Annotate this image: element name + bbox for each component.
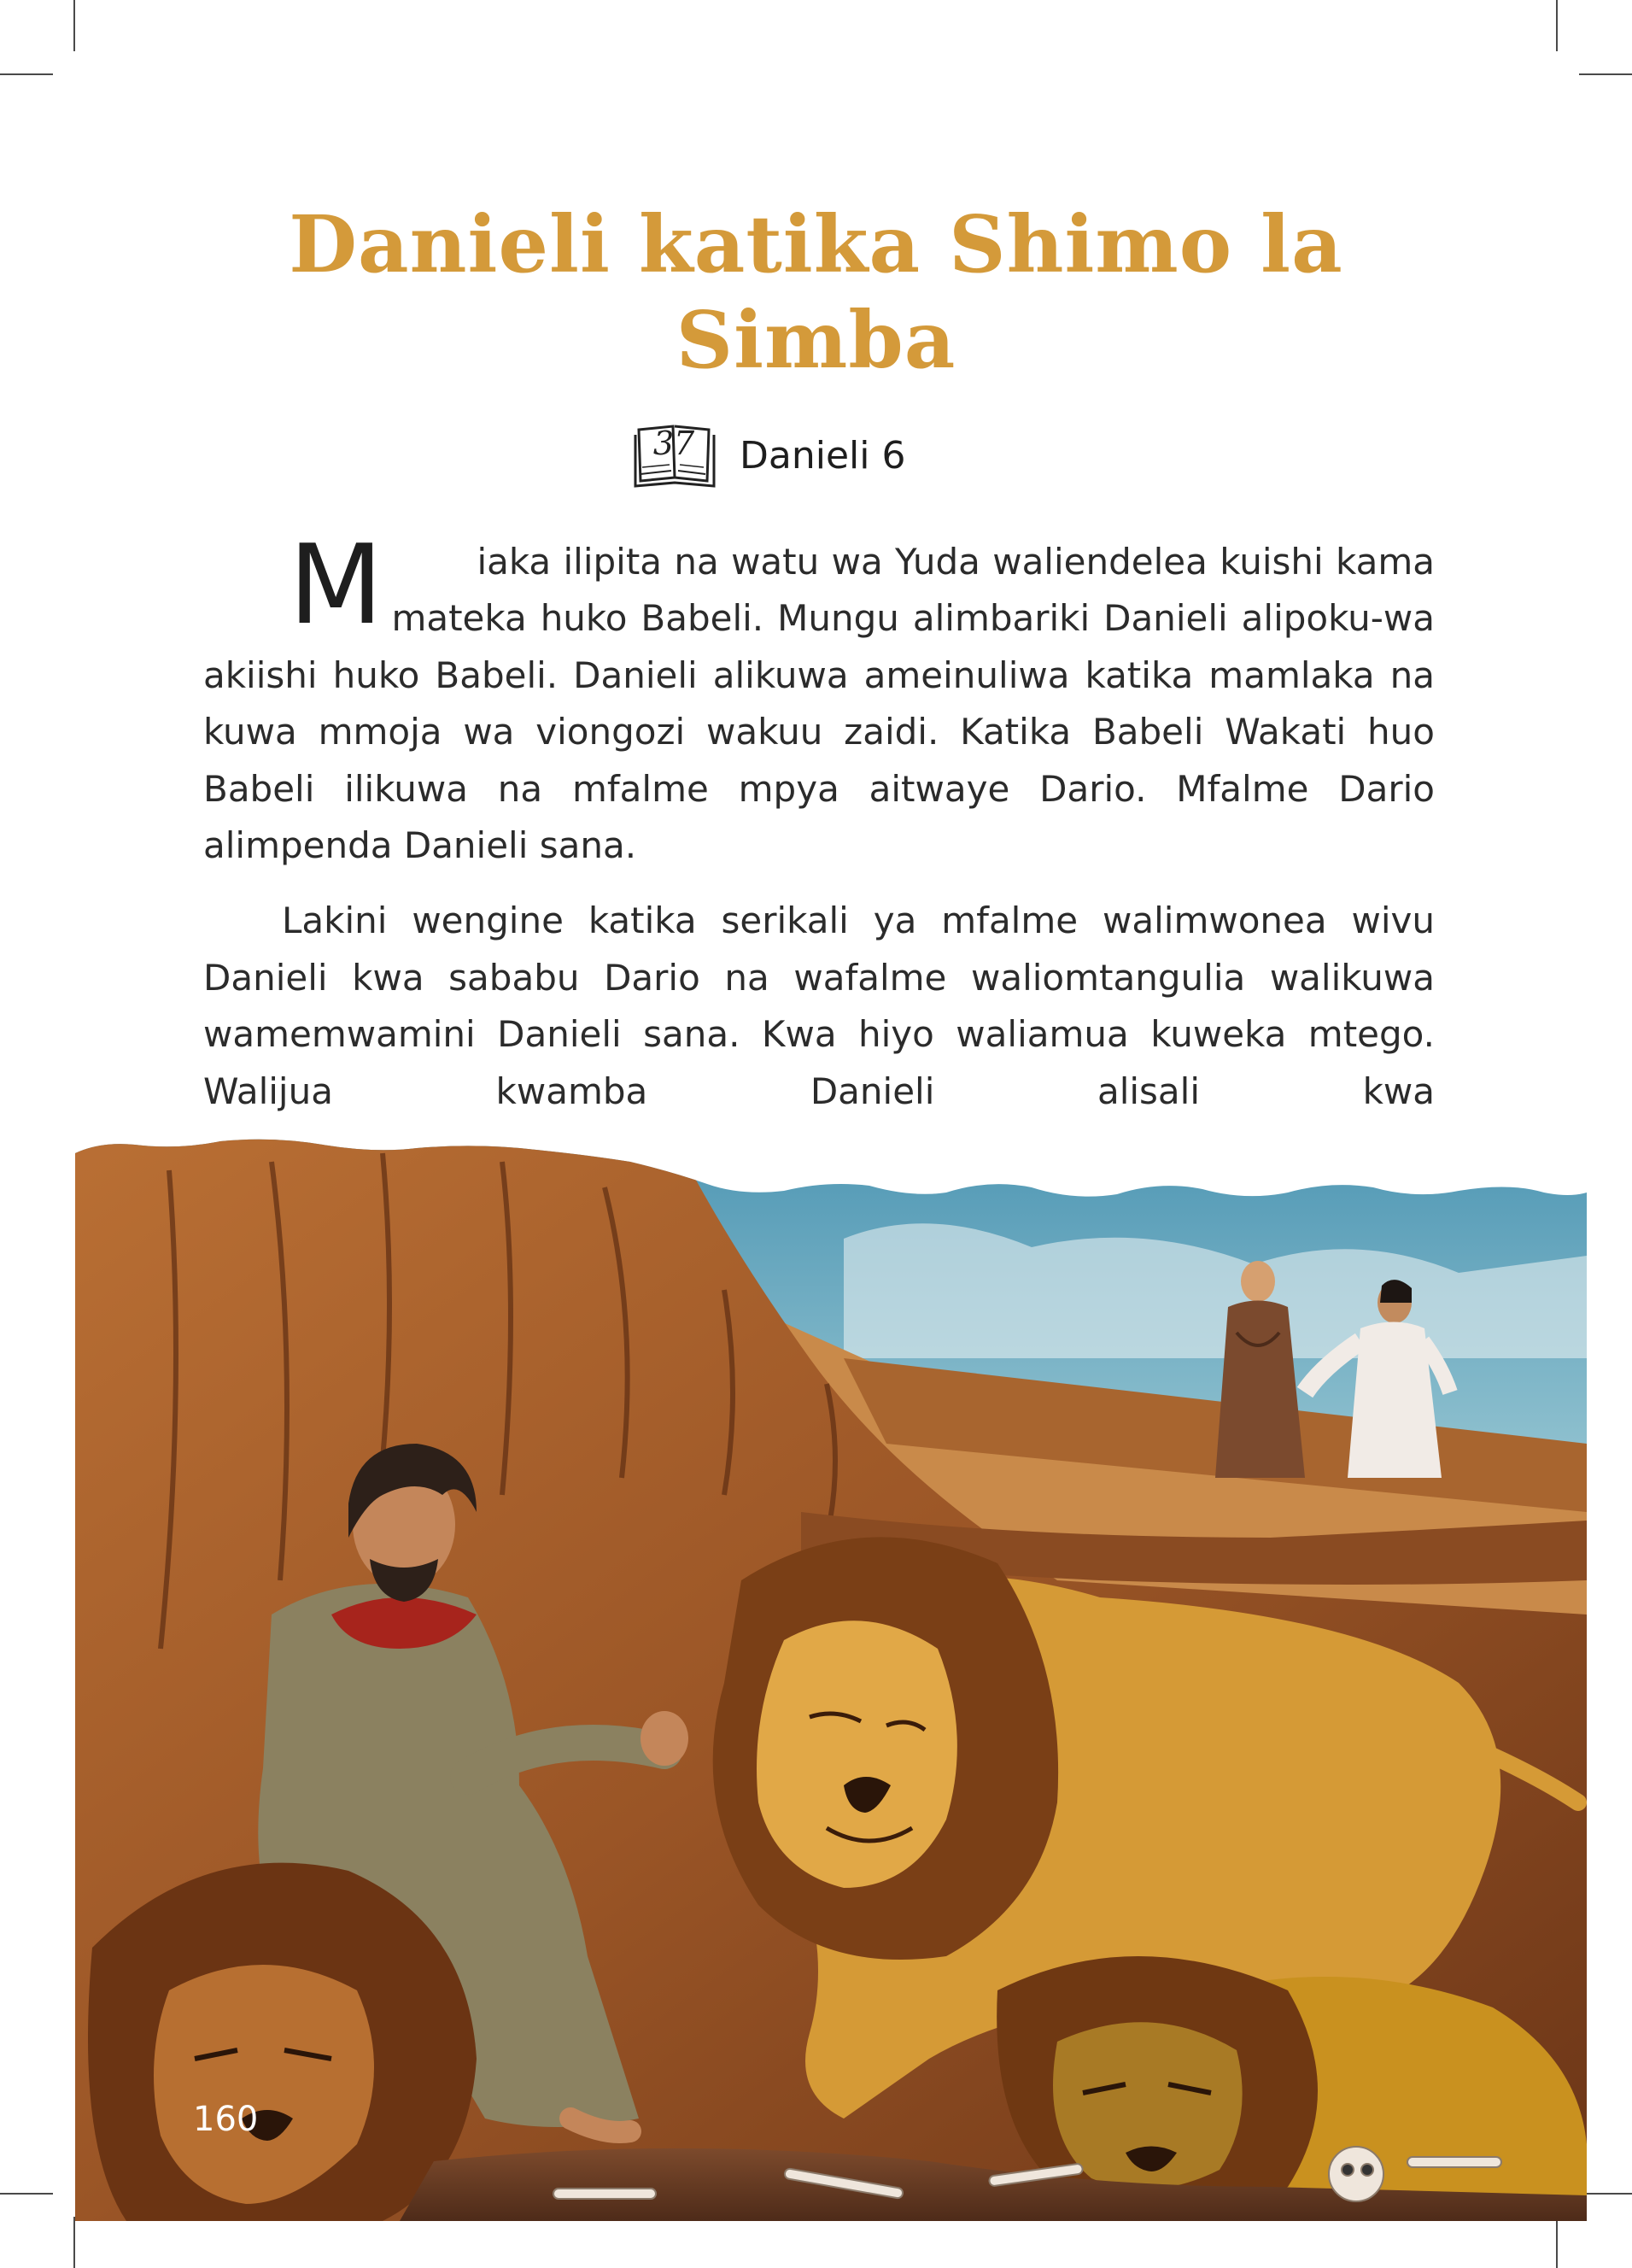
crop-mark (1556, 2217, 1558, 2268)
illustration-svg (75, 1136, 1587, 2221)
title-line-1: Danieli katika Shimo la (289, 198, 1343, 290)
crop-mark (0, 73, 53, 75)
crop-mark (1556, 0, 1558, 51)
crop-mark (1579, 2193, 1632, 2195)
page-title (0, 196, 1632, 388)
story-text (203, 522, 1435, 1120)
title-line-2: Simba (676, 294, 956, 386)
drop-cap: M (289, 522, 383, 649)
crop-mark (0, 2193, 53, 2195)
crop-mark (73, 0, 75, 51)
paragraph-1 (203, 522, 1435, 874)
page-number: 160 (193, 2100, 259, 2139)
lions-den-illustration (75, 1136, 1587, 2221)
scripture-reference (630, 417, 905, 494)
story-number: 37 (652, 425, 695, 462)
crop-mark (73, 2217, 75, 2268)
scripture-reference-text: Danieli 6 (740, 433, 906, 478)
paragraph-1-text: iaka ilipita na watu wa Yuda waliendelea kuishi kama mateka huko Babeli. Mungu alimbariki Danieli alipoku-wa akiishi huko Babeli. Danieli alikuwa ameinuliwa katika mamlaka na kuwa mmoja wa viongozi wakuu zaidi. Katika Babeli Wakati huo Babeli ilikuwa na mfalme mpya aitwaye Dario. Mfalme Dario alimpenda Danieli sana. (203, 541, 1435, 867)
crop-mark (1579, 73, 1632, 75)
paragraph-2: Lakini wengine katika serikali ya mfalme walimwonea wivu Danieli kwa sababu Dario na wafalme waliomtangulia walikuwa wamemwamini Danieli sana. Kwa hiyo waliamua kuweka mtego. Walijua kwamba Danieli alisali kwa (203, 900, 1435, 1112)
open-book-icon (630, 418, 719, 493)
